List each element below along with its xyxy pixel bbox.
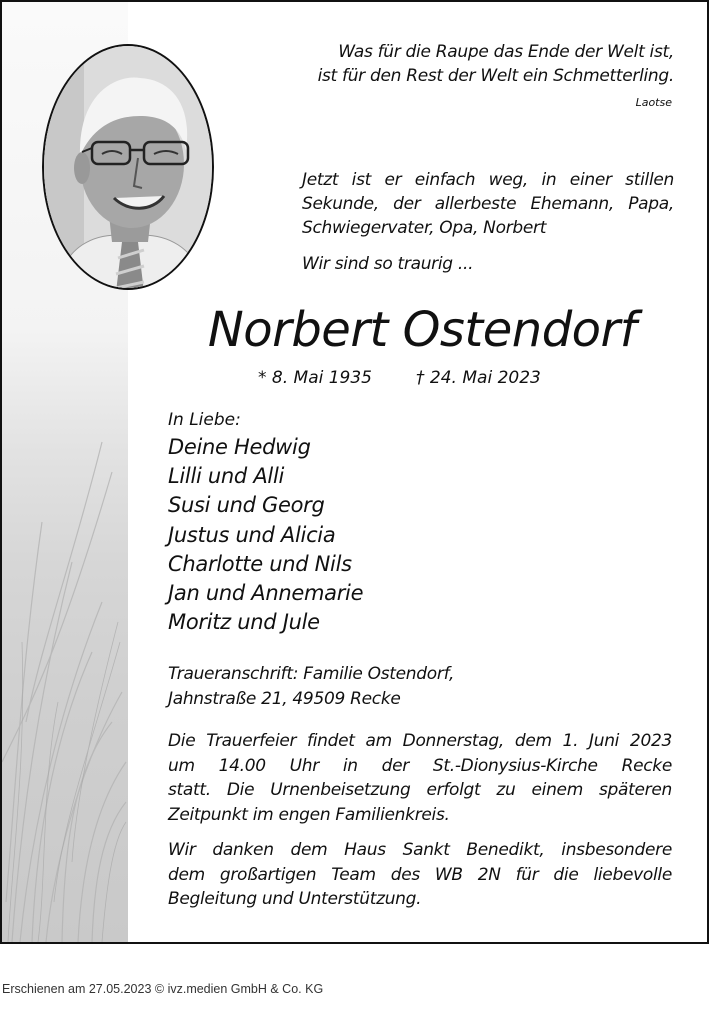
- portrait-icon: [44, 46, 214, 290]
- lament-closing: Wir sind so traurig ...: [302, 254, 474, 274]
- mourners-intro: In Liebe:: [168, 410, 241, 430]
- quote-line: Was für die Raupe das Ende der Welt ist,: [338, 42, 674, 62]
- address-line: Jahnstraße 21, 49509 Recke: [168, 689, 401, 709]
- mourner-name: Lilli und Alli: [168, 464, 285, 489]
- portrait-photo: [42, 44, 214, 290]
- death-date: † 24. Mai 2023: [416, 368, 541, 388]
- quote-author: Laotse: [635, 96, 672, 109]
- birth-date: * 8. Mai 1935: [258, 368, 373, 388]
- lament-line: Sekunde, der allerbeste Ehemann, Papa,: [302, 194, 674, 214]
- address-line: Traueranschrift: Familie Ostendorf,: [168, 664, 455, 684]
- thanks-line: Wir danken dem Haus Sankt Benedikt, insbesondere: [168, 840, 672, 860]
- mourner-name: Jan und Annemarie: [168, 581, 364, 606]
- thanks-line: Begleitung und Unterstützung.: [168, 889, 422, 909]
- lament-line: Jetzt ist er einfach weg, in einer stillen: [302, 170, 674, 190]
- life-dates: [258, 366, 598, 390]
- mourner-name: Moritz und Jule: [168, 610, 320, 635]
- quote-line: ist für den Rest der Welt ein Schmetterling.: [317, 66, 674, 86]
- mourner-name: Deine Hedwig: [168, 435, 311, 459]
- publication-footer: Erschienen am 27.05.2023 © ivz.medien GmbH & Co. KG: [2, 982, 324, 996]
- lament-text: [302, 168, 674, 240]
- ceremony-line: Zeitpunkt im engen Familienkreis.: [168, 804, 450, 825]
- ceremony-text: [168, 729, 672, 827]
- mourner-name: Susi und Georg: [168, 493, 325, 518]
- mourner-name: Justus und Alicia: [168, 522, 336, 547]
- mourner-name: Charlotte und Nils: [168, 551, 352, 576]
- quote: [302, 40, 674, 88]
- ceremony-line: Die Trauerfeier findet am Donnerstag, dem 1. Juni 2023: [168, 731, 672, 751]
- ceremony-line: statt. Die Urnenbeisetzung erfolgt zu einem späteren: [168, 780, 672, 800]
- mourning-address: [168, 662, 568, 712]
- ceremony-line: um 14.00 Uhr in der St.-Dionysius-Kirche Recke: [168, 755, 672, 776]
- thanks-line: dem großartigen Team des WB 2N für die liebevolle: [168, 864, 672, 885]
- thanks-text: [168, 838, 672, 912]
- deceased-name: Norbert Ostendorf: [207, 302, 637, 358]
- mourners-list: [168, 433, 628, 637]
- lament-line: Schwiegervater, Opa, Norbert: [302, 218, 547, 238]
